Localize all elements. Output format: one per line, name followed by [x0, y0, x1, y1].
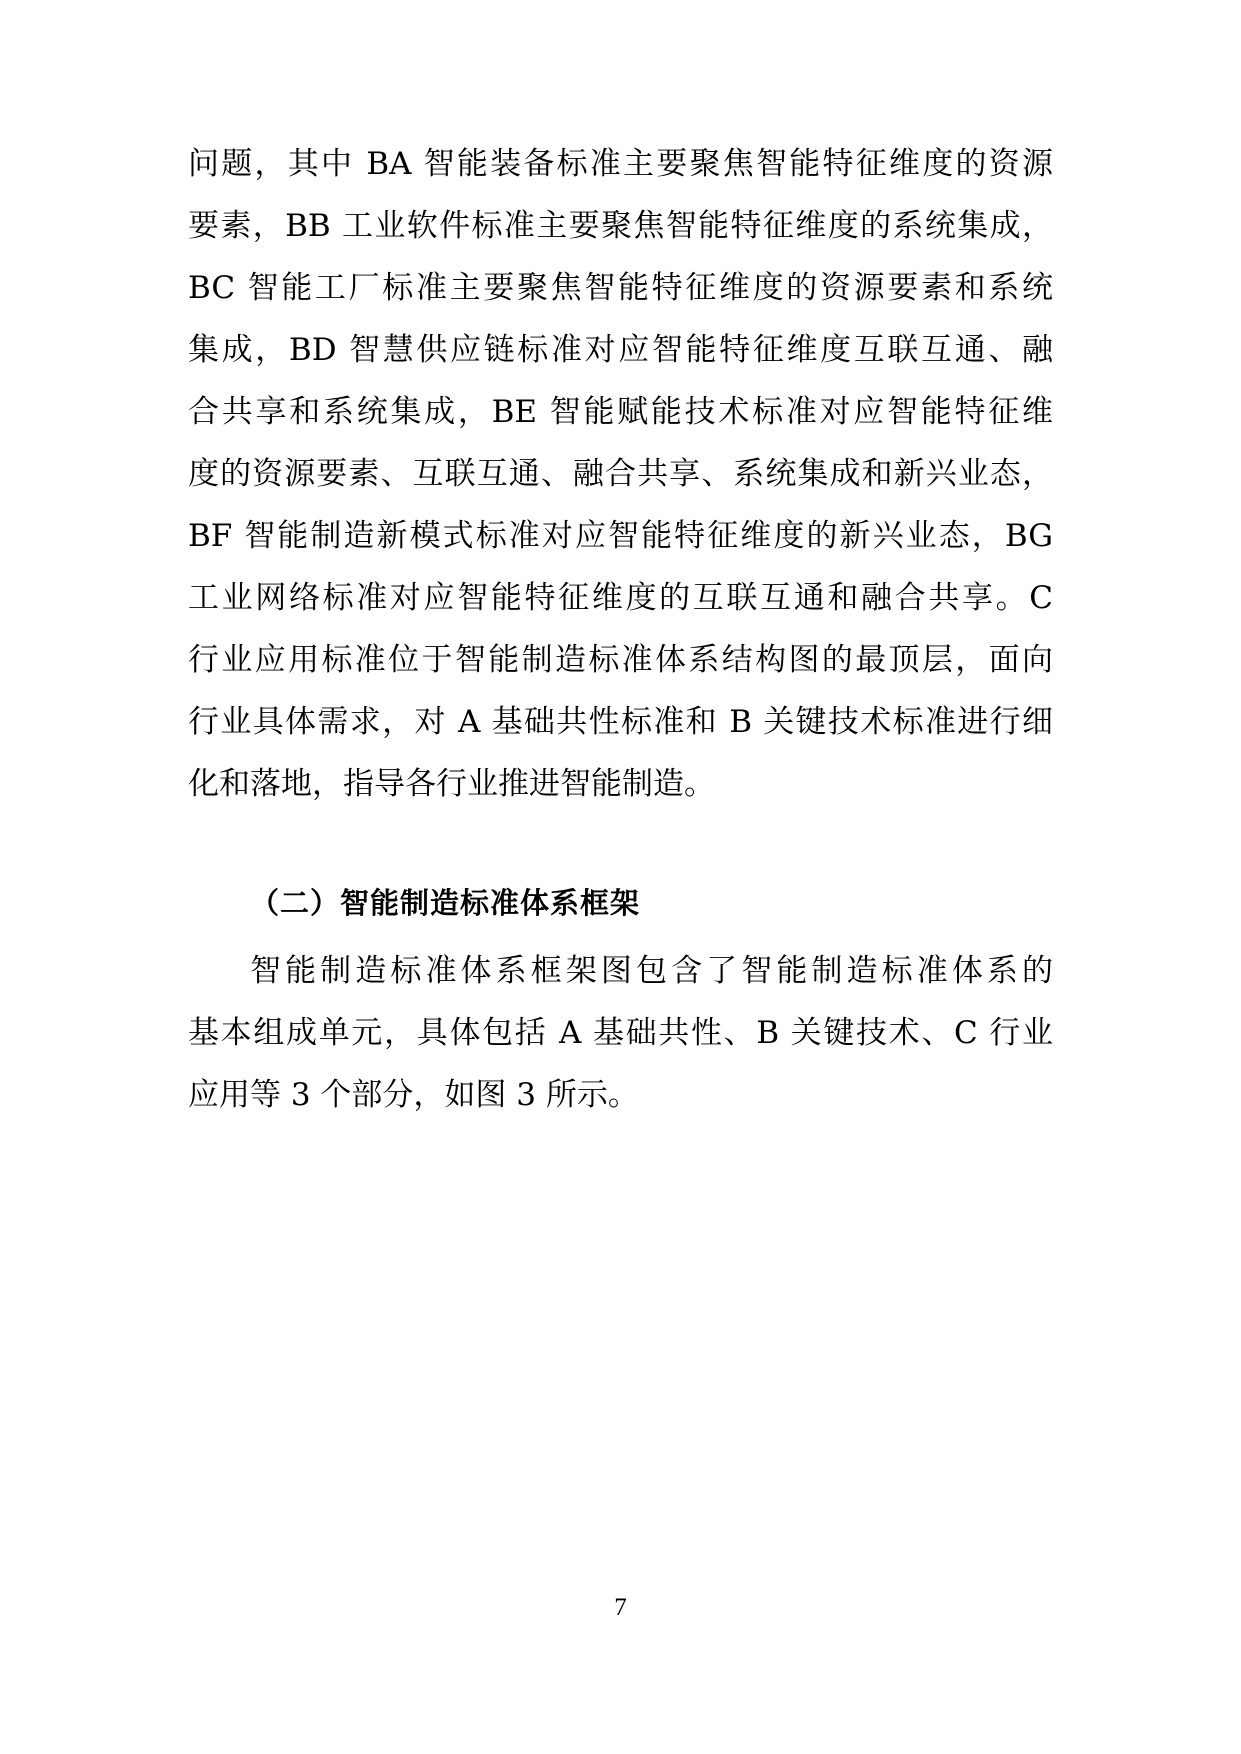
paragraph-2-line-1: 智能制造标准体系框架图包含了智能制造标准体系的	[250, 953, 1053, 989]
paragraph-1-line-4: 集成，BD 智慧供应链标准对应智能特征维度互联互通、融	[188, 332, 1053, 368]
paragraph-2-line-3: 应用等 3 个部分，如图 3 所示。	[188, 1077, 639, 1113]
section-heading: （二）智能制造标准体系框架	[250, 886, 641, 920]
paragraph-1-line-5: 合共享和系统集成，BE 智能赋能技术标准对应智能特征维	[188, 394, 1053, 430]
paragraph-1-line-2: 要素，BB 工业软件标准主要聚焦智能特征维度的系统集成，	[188, 208, 1053, 244]
page-number: 7	[614, 1594, 627, 1621]
paragraph-2-line-2: 基本组成单元，具体包括 A 基础共性、B 关键技术、C 行业	[188, 1015, 1053, 1051]
paragraph-1-line-3: BC 智能工厂标准主要聚焦智能特征维度的资源要素和系统	[188, 270, 1053, 306]
paragraph-1-line-9: 行业应用标准位于智能制造标准体系结构图的最顶层，面向	[188, 642, 1053, 678]
paragraph-1-line-1: 问题，其中 BA 智能装备标准主要聚焦智能特征维度的资源	[188, 146, 1053, 182]
paragraph-1-line-10: 行业具体需求，对 A 基础共性标准和 B 关键技术标准进行细	[188, 704, 1053, 740]
paragraph-1-line-11: 化和落地，指导各行业推进智能制造。	[188, 766, 715, 802]
paragraph-1-line-8: 工业网络标准对应智能特征维度的互联互通和融合共享。C	[188, 580, 1053, 616]
paragraph-1-line-7: BF 智能制造新模式标准对应智能特征维度的新兴业态，BG	[188, 518, 1053, 554]
paragraph-1-line-6: 度的资源要素、互联互通、融合共享、系统集成和新兴业态，	[188, 456, 1053, 492]
